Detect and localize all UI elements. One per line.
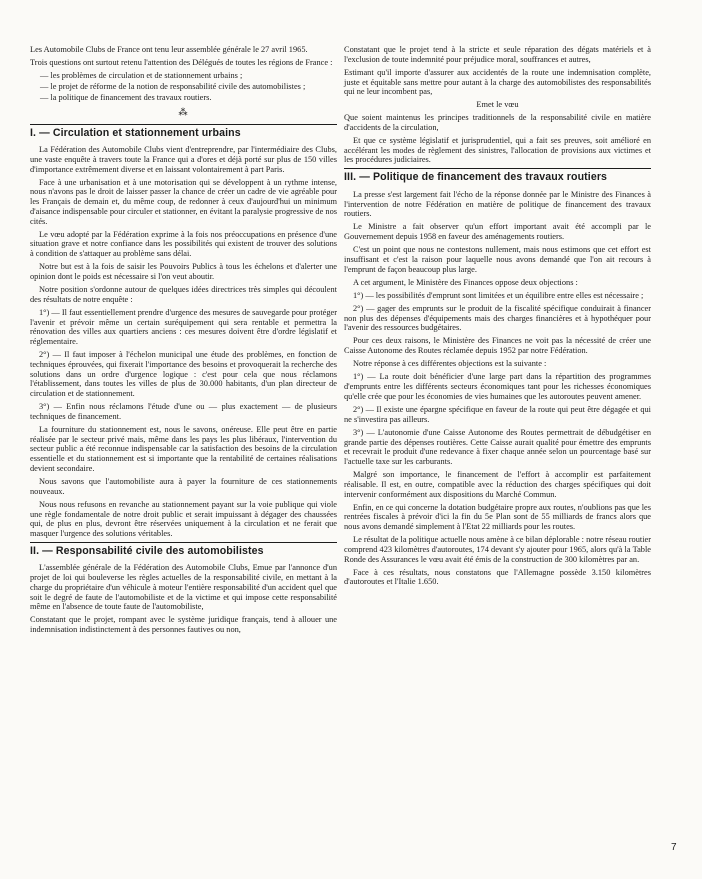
- paragraph: Le vœu adopté par la Fédération exprime à la fois nos préoccupations en présence d'une situation grave et notre confiance dans les possibilités qui existent de trouver des solutions à condition de s'attaquer au problème sans délai.: [30, 229, 337, 259]
- section-rule: [30, 124, 337, 125]
- paragraph: Enfin, en ce qui concerne la dotation budgétaire propre aux routes, n'oublions pas que les rentrées fiscales à prévoir d'ici la fin du 5e Plan sont de 55 milliards de francs alors que nous avons demandé simplement à l'Etat 22 milliards pour les routes.: [344, 502, 651, 532]
- paragraph: Le résultat de la politique actuelle nous amène à ce bilan déplorable : notre réseau routier comprend 423 kilomètres d'autoroutes, 174 devant s'y ajouter pour 1965, alors qu'à la Table Ronde des Assurances le vœu avait été émis de la construction de 300 kilomètres par an.: [344, 535, 651, 564]
- intro-list-item: — les problèmes de circulation et de stationnement urbains ;: [40, 71, 243, 81]
- intro-list-item: — le projet de réforme de la notion de responsabilité civile des automobilistes ;: [40, 81, 306, 91]
- paragraph: 1°) — La route doit bénéficier d'une large part dans la répartition des programmes d'emprunts entre les différents secteurs économiques tant pour les richesses économiques qu'elle crée que pour les économies de vies humaines que les autoroutes peuvent amener.: [344, 372, 651, 401]
- paragraph: La presse s'est largement fait l'écho de la réponse donnée par le Ministre des Finances à l'intervention de notre Fédération en matière de politique de financement des travaux routiers.: [344, 189, 651, 219]
- paragraph: Notre position s'ordonne autour de quelques idées directrices très simples qui découlent des résultats de notre enquête :: [30, 285, 337, 304]
- paragraph: Nous savons que l'automobiliste aura à payer la fourniture de ces stationnements nouveaux.: [30, 476, 337, 496]
- paragraph: La fourniture du stationnement est, nous le savons, onéreuse. Elle peut être en partie réalisée par le secteur privé mais, même dans les pays les plus libéraux, l'intervention du secteur public a été reconnue indispensable car la satisfaction des besoins de la circulation essentielle et du stationnement est si importante que la rentabilité de certaines réalisations devient secondaire.: [30, 425, 337, 473]
- section-rule: [30, 542, 337, 543]
- paragraph: 2°) — Il faut imposer à l'échelon municipal une étude des problèmes, en fonction de techniques éprouvées, qui fixerait l'importance des besoins et provoquerait la recherche des solutions dans un ordre d'urgence logique : c'est pour cela que nous réclamons l'établissement, dans toutes les villes de plus de 30.000 habitants, d'un plan directeur de circulation et de stationnement.: [30, 350, 337, 399]
- paragraph: Nous nous refusons en revanche au stationnement payant sur la voie publique qui viole une règle fondamentale de notre droit public et serait impuissant à dégager des chaussées qui, de plus en plus, devront être réservées uniquement à la circulation et ne ferait que masquer l'urgence des solutions véritables.: [30, 499, 337, 538]
- paragraph: Et que ce système législatif et jurisprudentiel, qui a fait ses preuves, soit amélioré en accélérant les modes de règlement des sinistres, l'allocation de provisions aux victimes et les procédures judiciaires.: [344, 135, 651, 165]
- page-number: 7: [671, 842, 677, 853]
- paragraph: Constatant que le projet tend à la stricte et seule réparation des dégats matériels et à l'exclusion de toute indemnité pour préjudice moral, souffrances et autres,: [344, 45, 651, 64]
- paragraph: Malgré son importance, le financement de l'effort à accomplir est parfaitement réalisable. Il est, en outre, compatible avec la réduction des charges spécifiques qui doit intervenir conformément aux dispositions du Marché Commun.: [344, 470, 651, 499]
- paragraph: Pour ces deux raisons, le Ministère des Finances ne voit pas la nécessité de créer une Caisse Autonome des Routes réclamée depuis 1952 par notre Fédération.: [344, 336, 651, 356]
- intro-list-item: — la politique de financement des travaux routiers.: [40, 92, 212, 102]
- paragraph: L'assemblée générale de la Fédération des Automobile Clubs, Emue par l'annonce d'un projet de loi qui bouleverse les règles actuelles de la responsabilité civile, en mettant à la charge du propriétaire d'un véhicule à moteur l'entière responsabilité d'un accident quel que soit le degré de faute de l'automobiliste et de la victime et qui impose cette responsabilité même en l'absence de toute faute de l'automobiliste,: [30, 563, 337, 612]
- paragraph: 2°) — Il existe une épargne spécifique en faveur de la route qui peut être dégagée et qui ne s'investira pas ailleurs.: [344, 404, 651, 424]
- paragraph: Notre réponse à ces différentes objections est la suivante :: [353, 359, 547, 369]
- paragraph: Face à une urbanisation et à une motorisation qui se développent à un rythme intense, nous n'avons pas le droit de laisser passer la chance de créer un cadre de vie agréable pour les Français de demain et, du même coup, de redonner à ceux d'aujourd'hui un minimum d'aisance indispensable pour circuler et stationner, en évitant la paralysie progressive de nos cités.: [30, 177, 337, 226]
- section-heading: II. — Responsabilité civile des automobilistes: [30, 545, 264, 558]
- right-column: [344, 45, 651, 591]
- paragraph: Le Ministre a fait observer qu'un effort important avait été accompli par le Gouvernement depuis 1958 en faveur des aménagements routiers.: [344, 222, 651, 242]
- resolution-line: Emet le vœu: [476, 100, 519, 110]
- paragraph: A cet argument, le Ministère des Finances oppose deux objections :: [353, 277, 578, 287]
- paragraph: Estimant qu'il importe d'assurer aux accidentés de la route une indemnisation complète, juste et équitable sans mettre pour autant à la charge des automobilistes des responsabilités qui ne leur incombent pas,: [344, 67, 651, 97]
- paragraph: Que soient maintenus les principes traditionnels de la responsabilité civile en matière d'accidents de la circulation,: [344, 113, 651, 132]
- intro-paragraph: Les Automobile Clubs de France ont tenu leur assemblée générale le 27 avril 1965.: [30, 45, 308, 54]
- section-rule: [344, 168, 651, 169]
- paragraph: 1°) — les possibilités d'emprunt sont limitées et un équilibre entre elles est nécessaire ;: [353, 290, 644, 300]
- left-column: [30, 45, 337, 638]
- section-heading: I. — Circulation et stationnement urbains: [30, 126, 241, 139]
- intro-paragraph: Trois questions ont surtout retenu l'attention des Délégués de toutes les régions de France :: [30, 58, 333, 68]
- section-heading: III. — Politique de financement des travaux routiers: [344, 171, 608, 184]
- paragraph: Constatant que le projet, rompant avec le système juridique français, tend à allouer une indemnisation indistinctement à des personnes fautives ou non,: [30, 615, 337, 635]
- paragraph: C'est un point que nous ne contestons nullement, mais nous estimons que cet effort est insuffisant et c'est la raison pour laquelle nous avons demandé que l'on ait recours à l'emprunt de façon beaucoup plus large.: [344, 245, 651, 274]
- paragraph: Notre but est à la fois de saisir les Pouvoirs Publics à tous les échelons et d'alerter une opinion dont le poids est nécessaire si l'on veut aboutir.: [30, 262, 337, 281]
- paragraph: La Fédération des Automobile Clubs vient d'entreprendre, par l'intermédiaire des Clubs, une vaste enquête à travers toute la France qui a d'ores et déjà porté sur plus de 150 villes d'importance extrêmement diverse et en laissant volontairement à part Paris.: [30, 145, 337, 174]
- paragraph: 3°) — Enfin nous réclamons l'étude d'une ou — plus exactement — de plusieurs techniques de financement.: [30, 402, 337, 421]
- ornament: ⁂: [178, 107, 189, 118]
- paragraph: Face à ces résultats, nous constatons que l'Allemagne possède 3.150 kilomètres d'autoroutes et l'Italie 1.650.: [344, 567, 651, 587]
- paragraph: 1°) — Il faut essentiellement prendre d'urgence des mesures de sauvegarde pour protéger l'avenir et prévoir même un certain suréquipement qui sera rentable et permettra la rénovation des villes aux quartiers anciens : ces mesures doivent être d'ordre législatif et réglementaire.: [30, 307, 337, 347]
- paragraph: 2°) — gager des emprunts sur le produit de la fiscalité spécifique conduirait à financer non plus des dépenses d'équipements mais des charges financières et à hypothéquer pour l'avenir des ressources budgétaires.: [344, 303, 651, 333]
- paragraph: 3°) — L'autonomie d'une Caisse Autonome des Routes permettrait de débudgétiser en grande partie des dépenses routières. Cette Caisse aurait qualité pour émettre des emprunts et recevrait le produit d'une redevance à fixer chaque année selon un pourcentage basé sur l'actuelle taxe sur les carburants.: [344, 427, 651, 466]
